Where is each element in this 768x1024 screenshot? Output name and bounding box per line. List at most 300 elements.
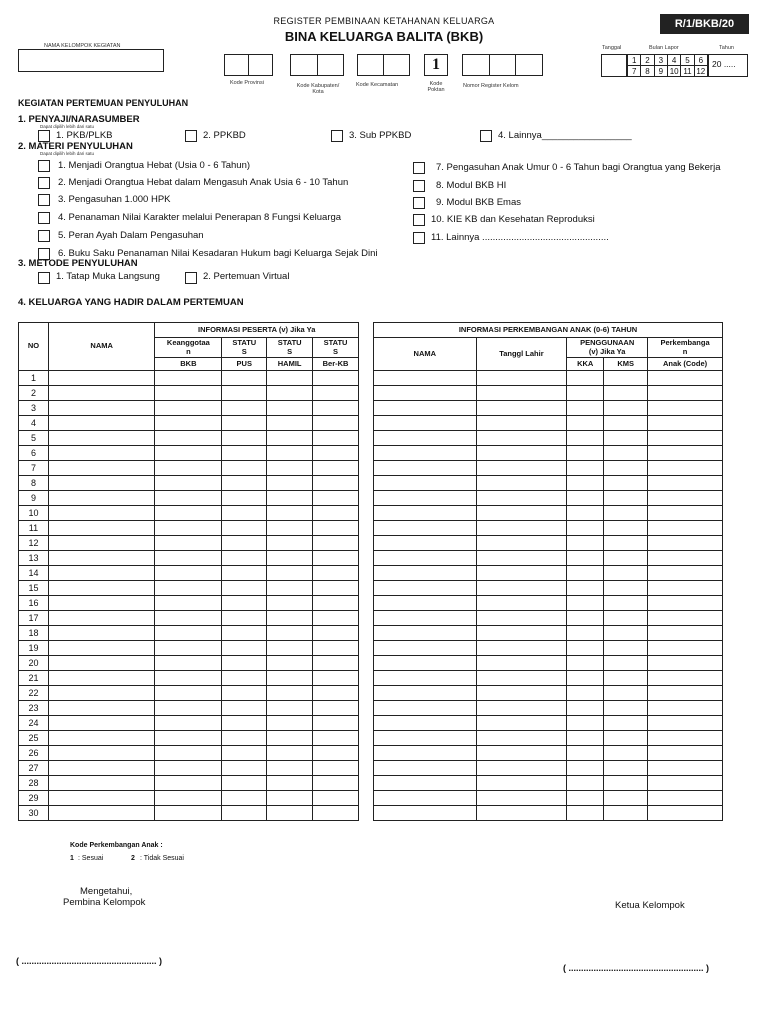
status-pus-cell[interactable] bbox=[222, 476, 267, 491]
status-pus-cell[interactable] bbox=[222, 446, 267, 461]
nama-anak-cell[interactable] bbox=[374, 656, 477, 671]
kms-cell[interactable] bbox=[604, 551, 648, 566]
status-hamil-cell[interactable] bbox=[267, 746, 313, 761]
nama-cell[interactable] bbox=[48, 581, 155, 596]
kms-cell[interactable] bbox=[604, 716, 648, 731]
kms-cell[interactable] bbox=[604, 536, 648, 551]
nama-anak-cell[interactable] bbox=[374, 776, 477, 791]
perkembangan-cell[interactable] bbox=[648, 641, 723, 656]
kka-cell[interactable] bbox=[567, 551, 604, 566]
checkbox-materi-4[interactable] bbox=[38, 212, 50, 224]
nama-cell[interactable] bbox=[48, 641, 155, 656]
nama-anak-cell[interactable] bbox=[374, 641, 477, 656]
code-cell[interactable] bbox=[384, 55, 410, 76]
status-hamil-cell[interactable] bbox=[267, 401, 313, 416]
keanggotaan-cell[interactable] bbox=[155, 386, 222, 401]
tanggal-lahir-cell[interactable] bbox=[476, 431, 567, 446]
perkembangan-cell[interactable] bbox=[648, 446, 723, 461]
tanggal-field[interactable] bbox=[601, 54, 627, 77]
nama-anak-cell[interactable] bbox=[374, 521, 477, 536]
status-kb-cell[interactable] bbox=[313, 791, 359, 806]
keanggotaan-cell[interactable] bbox=[155, 761, 222, 776]
perkembangan-cell[interactable] bbox=[648, 536, 723, 551]
code-cell[interactable] bbox=[225, 55, 249, 76]
nama-kelompok-field[interactable] bbox=[18, 49, 164, 72]
status-pus-cell[interactable] bbox=[222, 746, 267, 761]
perkembangan-cell[interactable] bbox=[648, 371, 723, 386]
keanggotaan-cell[interactable] bbox=[155, 506, 222, 521]
nama-anak-cell[interactable] bbox=[374, 716, 477, 731]
kka-cell[interactable] bbox=[567, 491, 604, 506]
status-kb-cell[interactable] bbox=[313, 491, 359, 506]
kka-cell[interactable] bbox=[567, 581, 604, 596]
tanggal-lahir-cell[interactable] bbox=[476, 671, 567, 686]
kms-cell[interactable] bbox=[604, 491, 648, 506]
tanggal-lahir-cell[interactable] bbox=[476, 581, 567, 596]
keanggotaan-cell[interactable] bbox=[155, 581, 222, 596]
status-hamil-cell[interactable] bbox=[267, 776, 313, 791]
tanggal-lahir-cell[interactable] bbox=[476, 506, 567, 521]
perkembangan-cell[interactable] bbox=[648, 401, 723, 416]
checkbox-materi-7[interactable] bbox=[413, 162, 425, 174]
kms-cell[interactable] bbox=[604, 506, 648, 521]
kka-cell[interactable] bbox=[567, 536, 604, 551]
nomor-register-boxes[interactable] bbox=[462, 54, 543, 76]
tanggal-lahir-cell[interactable] bbox=[476, 446, 567, 461]
status-kb-cell[interactable] bbox=[313, 701, 359, 716]
code-cell[interactable] bbox=[489, 55, 516, 76]
keanggotaan-cell[interactable] bbox=[155, 656, 222, 671]
perkembangan-cell[interactable] bbox=[648, 476, 723, 491]
kms-cell[interactable] bbox=[604, 416, 648, 431]
tanggal-lahir-cell[interactable] bbox=[476, 536, 567, 551]
kms-cell[interactable] bbox=[604, 671, 648, 686]
checkbox-ppkbd[interactable] bbox=[185, 130, 197, 142]
checkbox-materi-11[interactable] bbox=[413, 232, 425, 244]
status-pus-cell[interactable] bbox=[222, 506, 267, 521]
status-hamil-cell[interactable] bbox=[267, 716, 313, 731]
tanggal-lahir-cell[interactable] bbox=[476, 401, 567, 416]
nama-cell[interactable] bbox=[48, 746, 155, 761]
keanggotaan-cell[interactable] bbox=[155, 536, 222, 551]
nama-anak-cell[interactable] bbox=[374, 476, 477, 491]
kka-cell[interactable] bbox=[567, 686, 604, 701]
nama-cell[interactable] bbox=[48, 476, 155, 491]
checkbox-materi-3[interactable] bbox=[38, 194, 50, 206]
nama-anak-cell[interactable] bbox=[374, 506, 477, 521]
status-hamil-cell[interactable] bbox=[267, 506, 313, 521]
code-cell[interactable] bbox=[317, 55, 344, 76]
month-7[interactable]: 7 bbox=[628, 66, 641, 77]
nama-anak-cell[interactable] bbox=[374, 566, 477, 581]
status-pus-cell[interactable] bbox=[222, 731, 267, 746]
keanggotaan-cell[interactable] bbox=[155, 641, 222, 656]
keanggotaan-cell[interactable] bbox=[155, 731, 222, 746]
status-kb-cell[interactable] bbox=[313, 536, 359, 551]
checkbox-materi-2[interactable] bbox=[38, 177, 50, 189]
tanggal-lahir-cell[interactable] bbox=[476, 776, 567, 791]
status-kb-cell[interactable] bbox=[313, 641, 359, 656]
tanggal-lahir-cell[interactable] bbox=[476, 716, 567, 731]
keanggotaan-cell[interactable] bbox=[155, 491, 222, 506]
tanggal-lahir-cell[interactable] bbox=[476, 701, 567, 716]
tanggal-lahir-cell[interactable] bbox=[476, 656, 567, 671]
nama-anak-cell[interactable] bbox=[374, 791, 477, 806]
tanggal-lahir-cell[interactable] bbox=[476, 761, 567, 776]
status-pus-cell[interactable] bbox=[222, 371, 267, 386]
perkembangan-cell[interactable] bbox=[648, 581, 723, 596]
nama-anak-cell[interactable] bbox=[374, 446, 477, 461]
keanggotaan-cell[interactable] bbox=[155, 476, 222, 491]
nama-cell[interactable] bbox=[48, 686, 155, 701]
month-6[interactable]: 6 bbox=[694, 55, 707, 66]
status-pus-cell[interactable] bbox=[222, 461, 267, 476]
status-kb-cell[interactable] bbox=[313, 416, 359, 431]
kode-provinsi-boxes[interactable] bbox=[224, 54, 273, 76]
status-kb-cell[interactable] bbox=[313, 596, 359, 611]
status-pus-cell[interactable] bbox=[222, 806, 267, 821]
checkbox-materi-9[interactable] bbox=[413, 197, 425, 209]
checkbox-virtual[interactable] bbox=[185, 272, 197, 284]
tanggal-lahir-cell[interactable] bbox=[476, 731, 567, 746]
nama-cell[interactable] bbox=[48, 416, 155, 431]
nama-cell[interactable] bbox=[48, 671, 155, 686]
kka-cell[interactable] bbox=[567, 476, 604, 491]
nama-cell[interactable] bbox=[48, 371, 155, 386]
nama-cell[interactable] bbox=[48, 446, 155, 461]
status-kb-cell[interactable] bbox=[313, 521, 359, 536]
nama-anak-cell[interactable] bbox=[374, 461, 477, 476]
status-pus-cell[interactable] bbox=[222, 566, 267, 581]
keanggotaan-cell[interactable] bbox=[155, 671, 222, 686]
status-pus-cell[interactable] bbox=[222, 521, 267, 536]
keanggotaan-cell[interactable] bbox=[155, 371, 222, 386]
nama-anak-cell[interactable] bbox=[374, 671, 477, 686]
month-3[interactable]: 3 bbox=[654, 55, 667, 66]
tanggal-lahir-cell[interactable] bbox=[476, 686, 567, 701]
tanggal-lahir-cell[interactable] bbox=[476, 416, 567, 431]
nama-anak-cell[interactable] bbox=[374, 371, 477, 386]
tanggal-lahir-cell[interactable] bbox=[476, 641, 567, 656]
nama-cell[interactable] bbox=[48, 461, 155, 476]
status-kb-cell[interactable] bbox=[313, 731, 359, 746]
checkbox-sub-ppkbd[interactable] bbox=[331, 130, 343, 142]
status-kb-cell[interactable] bbox=[313, 806, 359, 821]
kka-cell[interactable] bbox=[567, 671, 604, 686]
month-4[interactable]: 4 bbox=[667, 55, 680, 66]
status-kb-cell[interactable] bbox=[313, 386, 359, 401]
nama-anak-cell[interactable] bbox=[374, 746, 477, 761]
tanggal-lahir-cell[interactable] bbox=[476, 521, 567, 536]
kka-cell[interactable] bbox=[567, 416, 604, 431]
status-hamil-cell[interactable] bbox=[267, 596, 313, 611]
status-kb-cell[interactable] bbox=[313, 431, 359, 446]
kka-cell[interactable] bbox=[567, 626, 604, 641]
status-hamil-cell[interactable] bbox=[267, 686, 313, 701]
tanggal-lahir-cell[interactable] bbox=[476, 791, 567, 806]
checkbox-materi-8[interactable] bbox=[413, 180, 425, 192]
status-hamil-cell[interactable] bbox=[267, 566, 313, 581]
keanggotaan-cell[interactable] bbox=[155, 791, 222, 806]
kka-cell[interactable] bbox=[567, 506, 604, 521]
perkembangan-cell[interactable] bbox=[648, 386, 723, 401]
bulan-lapor-grid[interactable] bbox=[627, 54, 708, 77]
perkembangan-cell[interactable] bbox=[648, 671, 723, 686]
status-hamil-cell[interactable] bbox=[267, 476, 313, 491]
status-hamil-cell[interactable] bbox=[267, 701, 313, 716]
status-hamil-cell[interactable] bbox=[267, 551, 313, 566]
kka-cell[interactable] bbox=[567, 761, 604, 776]
status-kb-cell[interactable] bbox=[313, 551, 359, 566]
tanggal-lahir-cell[interactable] bbox=[476, 551, 567, 566]
status-hamil-cell[interactable] bbox=[267, 656, 313, 671]
perkembangan-cell[interactable] bbox=[648, 611, 723, 626]
keanggotaan-cell[interactable] bbox=[155, 746, 222, 761]
nama-anak-cell[interactable] bbox=[374, 701, 477, 716]
status-hamil-cell[interactable] bbox=[267, 536, 313, 551]
keanggotaan-cell[interactable] bbox=[155, 716, 222, 731]
kka-cell[interactable] bbox=[567, 401, 604, 416]
status-pus-cell[interactable] bbox=[222, 671, 267, 686]
status-pus-cell[interactable] bbox=[222, 761, 267, 776]
status-pus-cell[interactable] bbox=[222, 776, 267, 791]
nama-anak-cell[interactable] bbox=[374, 536, 477, 551]
status-kb-cell[interactable] bbox=[313, 476, 359, 491]
nama-anak-cell[interactable] bbox=[374, 611, 477, 626]
kode-kabupaten-boxes[interactable] bbox=[290, 54, 344, 76]
kms-cell[interactable] bbox=[604, 776, 648, 791]
status-hamil-cell[interactable] bbox=[267, 581, 313, 596]
checkbox-materi-10[interactable] bbox=[413, 214, 425, 226]
perkembangan-cell[interactable] bbox=[648, 701, 723, 716]
status-kb-cell[interactable] bbox=[313, 506, 359, 521]
status-kb-cell[interactable] bbox=[313, 581, 359, 596]
kms-cell[interactable] bbox=[604, 656, 648, 671]
kka-cell[interactable] bbox=[567, 776, 604, 791]
status-pus-cell[interactable] bbox=[222, 686, 267, 701]
status-hamil-cell[interactable] bbox=[267, 431, 313, 446]
keanggotaan-cell[interactable] bbox=[155, 431, 222, 446]
keanggotaan-cell[interactable] bbox=[155, 521, 222, 536]
signature-line-ketua[interactable]: ( ...................................................... ) bbox=[563, 963, 710, 973]
kms-cell[interactable] bbox=[604, 446, 648, 461]
nama-anak-cell[interactable] bbox=[374, 431, 477, 446]
tanggal-lahir-cell[interactable] bbox=[476, 611, 567, 626]
nama-anak-cell[interactable] bbox=[374, 626, 477, 641]
kka-cell[interactable] bbox=[567, 521, 604, 536]
tanggal-lahir-cell[interactable] bbox=[476, 461, 567, 476]
perkembangan-cell[interactable] bbox=[648, 416, 723, 431]
nama-cell[interactable] bbox=[48, 521, 155, 536]
perkembangan-cell[interactable] bbox=[648, 686, 723, 701]
kka-cell[interactable] bbox=[567, 596, 604, 611]
nama-cell[interactable] bbox=[48, 596, 155, 611]
status-hamil-cell[interactable] bbox=[267, 671, 313, 686]
status-hamil-cell[interactable] bbox=[267, 761, 313, 776]
nama-cell[interactable] bbox=[48, 566, 155, 581]
perkembangan-cell[interactable] bbox=[648, 491, 723, 506]
status-pus-cell[interactable] bbox=[222, 386, 267, 401]
nama-anak-cell[interactable] bbox=[374, 596, 477, 611]
kka-cell[interactable] bbox=[567, 701, 604, 716]
status-hamil-cell[interactable] bbox=[267, 626, 313, 641]
perkembangan-cell[interactable] bbox=[648, 806, 723, 821]
status-hamil-cell[interactable] bbox=[267, 371, 313, 386]
status-pus-cell[interactable] bbox=[222, 401, 267, 416]
kms-cell[interactable] bbox=[604, 401, 648, 416]
status-pus-cell[interactable] bbox=[222, 596, 267, 611]
nama-cell[interactable] bbox=[48, 536, 155, 551]
nama-anak-cell[interactable] bbox=[374, 491, 477, 506]
status-pus-cell[interactable] bbox=[222, 536, 267, 551]
kms-cell[interactable] bbox=[604, 611, 648, 626]
kms-cell[interactable] bbox=[604, 566, 648, 581]
nama-anak-cell[interactable] bbox=[374, 551, 477, 566]
kms-cell[interactable] bbox=[604, 731, 648, 746]
tanggal-lahir-cell[interactable] bbox=[476, 371, 567, 386]
checkbox-tatap-muka[interactable] bbox=[38, 272, 50, 284]
signature-line-pembina[interactable]: ( ...................................................... ) bbox=[16, 956, 163, 966]
month-2[interactable]: 2 bbox=[641, 55, 654, 66]
perkembangan-cell[interactable] bbox=[648, 596, 723, 611]
kka-cell[interactable] bbox=[567, 731, 604, 746]
kms-cell[interactable] bbox=[604, 371, 648, 386]
kka-cell[interactable] bbox=[567, 656, 604, 671]
nama-anak-cell[interactable] bbox=[374, 386, 477, 401]
status-kb-cell[interactable] bbox=[313, 371, 359, 386]
status-hamil-cell[interactable] bbox=[267, 491, 313, 506]
perkembangan-cell[interactable] bbox=[648, 776, 723, 791]
tanggal-lahir-cell[interactable] bbox=[476, 626, 567, 641]
tahun-field[interactable] bbox=[708, 54, 748, 77]
status-kb-cell[interactable] bbox=[313, 446, 359, 461]
status-pus-cell[interactable] bbox=[222, 551, 267, 566]
perkembangan-cell[interactable] bbox=[648, 461, 723, 476]
code-cell[interactable] bbox=[249, 55, 273, 76]
nama-anak-cell[interactable] bbox=[374, 686, 477, 701]
status-hamil-cell[interactable] bbox=[267, 806, 313, 821]
status-hamil-cell[interactable] bbox=[267, 731, 313, 746]
keanggotaan-cell[interactable] bbox=[155, 551, 222, 566]
code-cell[interactable] bbox=[358, 55, 384, 76]
kka-cell[interactable] bbox=[567, 791, 604, 806]
nama-cell[interactable] bbox=[48, 611, 155, 626]
keanggotaan-cell[interactable] bbox=[155, 461, 222, 476]
month-1[interactable]: 1 bbox=[628, 55, 641, 66]
kka-cell[interactable] bbox=[567, 431, 604, 446]
kms-cell[interactable] bbox=[604, 461, 648, 476]
keanggotaan-cell[interactable] bbox=[155, 776, 222, 791]
keanggotaan-cell[interactable] bbox=[155, 566, 222, 581]
checkbox-materi-5[interactable] bbox=[38, 230, 50, 242]
kms-cell[interactable] bbox=[604, 701, 648, 716]
nama-anak-cell[interactable] bbox=[374, 731, 477, 746]
kka-cell[interactable] bbox=[567, 461, 604, 476]
kms-cell[interactable] bbox=[604, 431, 648, 446]
perkembangan-cell[interactable] bbox=[648, 761, 723, 776]
nama-cell[interactable] bbox=[48, 656, 155, 671]
kms-cell[interactable] bbox=[604, 581, 648, 596]
status-pus-cell[interactable] bbox=[222, 641, 267, 656]
kka-cell[interactable] bbox=[567, 566, 604, 581]
keanggotaan-cell[interactable] bbox=[155, 416, 222, 431]
kka-cell[interactable] bbox=[567, 641, 604, 656]
perkembangan-cell[interactable] bbox=[648, 731, 723, 746]
status-kb-cell[interactable] bbox=[313, 716, 359, 731]
month-8[interactable]: 8 bbox=[641, 66, 654, 77]
keanggotaan-cell[interactable] bbox=[155, 806, 222, 821]
nama-cell[interactable] bbox=[48, 626, 155, 641]
perkembangan-cell[interactable] bbox=[648, 716, 723, 731]
kms-cell[interactable] bbox=[604, 641, 648, 656]
status-hamil-cell[interactable] bbox=[267, 641, 313, 656]
kms-cell[interactable] bbox=[604, 626, 648, 641]
status-kb-cell[interactable] bbox=[313, 401, 359, 416]
nama-cell[interactable] bbox=[48, 731, 155, 746]
kka-cell[interactable] bbox=[567, 806, 604, 821]
nama-cell[interactable] bbox=[48, 401, 155, 416]
kms-cell[interactable] bbox=[604, 686, 648, 701]
keanggotaan-cell[interactable] bbox=[155, 611, 222, 626]
kka-cell[interactable] bbox=[567, 446, 604, 461]
nama-anak-cell[interactable] bbox=[374, 761, 477, 776]
status-kb-cell[interactable] bbox=[313, 686, 359, 701]
status-kb-cell[interactable] bbox=[313, 611, 359, 626]
status-pus-cell[interactable] bbox=[222, 581, 267, 596]
kms-cell[interactable] bbox=[604, 386, 648, 401]
kms-cell[interactable] bbox=[604, 476, 648, 491]
nama-cell[interactable] bbox=[48, 431, 155, 446]
month-5[interactable]: 5 bbox=[681, 55, 694, 66]
kka-cell[interactable] bbox=[567, 716, 604, 731]
status-pus-cell[interactable] bbox=[222, 626, 267, 641]
tanggal-lahir-cell[interactable] bbox=[476, 491, 567, 506]
nama-cell[interactable] bbox=[48, 776, 155, 791]
tanggal-lahir-cell[interactable] bbox=[476, 596, 567, 611]
month-11[interactable]: 11 bbox=[681, 66, 694, 77]
status-hamil-cell[interactable] bbox=[267, 791, 313, 806]
kka-cell[interactable] bbox=[567, 746, 604, 761]
tanggal-lahir-cell[interactable] bbox=[476, 746, 567, 761]
nama-cell[interactable] bbox=[48, 791, 155, 806]
status-hamil-cell[interactable] bbox=[267, 386, 313, 401]
checkbox-lainnya[interactable] bbox=[480, 130, 492, 142]
status-kb-cell[interactable] bbox=[313, 626, 359, 641]
perkembangan-cell[interactable] bbox=[648, 791, 723, 806]
perkembangan-cell[interactable] bbox=[648, 566, 723, 581]
tanggal-lahir-cell[interactable] bbox=[476, 806, 567, 821]
kms-cell[interactable] bbox=[604, 596, 648, 611]
month-12[interactable]: 12 bbox=[694, 66, 707, 77]
nama-anak-cell[interactable] bbox=[374, 581, 477, 596]
status-kb-cell[interactable] bbox=[313, 566, 359, 581]
kms-cell[interactable] bbox=[604, 746, 648, 761]
nama-cell[interactable] bbox=[48, 506, 155, 521]
status-hamil-cell[interactable] bbox=[267, 611, 313, 626]
nama-cell[interactable] bbox=[48, 491, 155, 506]
tanggal-lahir-cell[interactable] bbox=[476, 386, 567, 401]
perkembangan-cell[interactable] bbox=[648, 431, 723, 446]
perkembangan-cell[interactable] bbox=[648, 506, 723, 521]
keanggotaan-cell[interactable] bbox=[155, 596, 222, 611]
keanggotaan-cell[interactable] bbox=[155, 701, 222, 716]
keanggotaan-cell[interactable] bbox=[155, 401, 222, 416]
kms-cell[interactable] bbox=[604, 761, 648, 776]
code-cell[interactable] bbox=[516, 55, 543, 76]
status-pus-cell[interactable] bbox=[222, 701, 267, 716]
code-cell[interactable] bbox=[463, 55, 490, 76]
status-kb-cell[interactable] bbox=[313, 776, 359, 791]
